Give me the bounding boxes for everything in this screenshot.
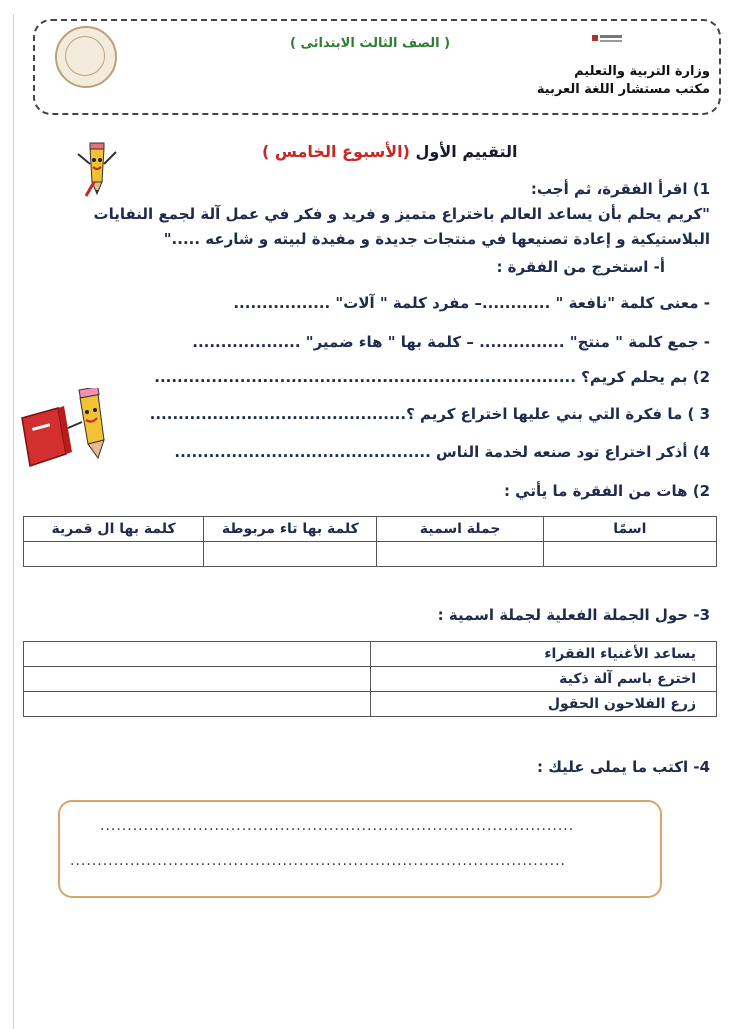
passage-line-2: البلاستيكية و إعادة تصنيعها في منتجات جديدة و مفيدة لبيته و شارعه ....." xyxy=(163,230,710,248)
answer-cell[interactable] xyxy=(24,667,371,692)
ministry-seal-icon xyxy=(55,26,117,88)
sentence-row: يساعد الأغنياء الفقراء xyxy=(370,642,717,667)
table-header-al-qamariya: كلمة بها ال قمرية xyxy=(24,517,204,542)
title-main: التقييم الأول xyxy=(415,142,518,161)
answer-cell[interactable] xyxy=(24,642,371,667)
question-4: 4) أذكر اختراع تود صنعه لخدمة الناس ............................................. xyxy=(174,443,710,461)
table-header-taa-marbuta: كلمة بها تاء مربوطة xyxy=(204,517,377,542)
table-cell-answer[interactable] xyxy=(204,542,377,567)
page-edge xyxy=(13,14,14,1029)
question-1-label: 1) اقرأ الفقرة، ثم أجب: xyxy=(530,180,710,198)
extract-line-1: - معنى كلمة "نافعة " ............– مفرد كلمة " آلات" ................. xyxy=(233,294,710,312)
question-6-label: 3- حول الجملة الفعلية لجملة اسمية : xyxy=(437,606,710,624)
page-title xyxy=(262,142,517,161)
dictation-line-2: ........................................................................................... xyxy=(70,853,566,869)
table-header-noun: اسمًا xyxy=(543,517,716,542)
table-cell-answer[interactable] xyxy=(377,542,543,567)
sentence-row: زرع الفلاحون الحقول xyxy=(370,692,717,717)
table-header-nominal-sentence: جملة اسمية xyxy=(377,517,543,542)
dictation-line-1: ....................................................................................... xyxy=(100,818,575,834)
extract-table xyxy=(23,516,717,567)
transform-table xyxy=(23,641,717,717)
ministry-name: وزارة التربية والتعليم xyxy=(574,64,710,79)
question-7-label: 4- اكتب ما يملى عليك : xyxy=(536,758,710,776)
table-cell-answer[interactable] xyxy=(543,542,716,567)
question-5-label: 2) هات من الفقرة ما يأتي : xyxy=(503,482,710,500)
title-week: (الأسبوع الخامس ) xyxy=(262,142,410,161)
question-2: 2) بم يحلم كريم؟ .......................................................................... xyxy=(154,368,710,386)
office-name: مكتب مستشار اللغة العربية xyxy=(536,82,710,97)
table-cell-answer[interactable] xyxy=(24,542,204,567)
ministry-logo-icon xyxy=(590,33,624,47)
sub-question-a: أ- استخرج من الفقرة : xyxy=(496,258,665,276)
dictation-box[interactable] xyxy=(58,800,662,898)
question-3: 3 ) ما فكرة التي بني عليها اختراع كريم ؟............................................. xyxy=(149,405,710,423)
sentence-row: اخترع باسم آلة ذكية xyxy=(370,667,717,692)
pencil-character-icon xyxy=(72,140,122,200)
extract-line-2: - جمع كلمة " منتج" ............... – كلمة بها " هاء ضمير" ................... xyxy=(192,333,710,351)
book-pencil-icon xyxy=(18,388,110,470)
answer-cell[interactable] xyxy=(24,692,371,717)
passage-line-1: "كريم يحلم بأن يساعد العالم باختراع متميز و فريد و فكر في عمل آلة لجمع النفايات xyxy=(93,205,710,223)
grade-label: ( الصف الثالث الابتدائى ) xyxy=(290,36,451,51)
